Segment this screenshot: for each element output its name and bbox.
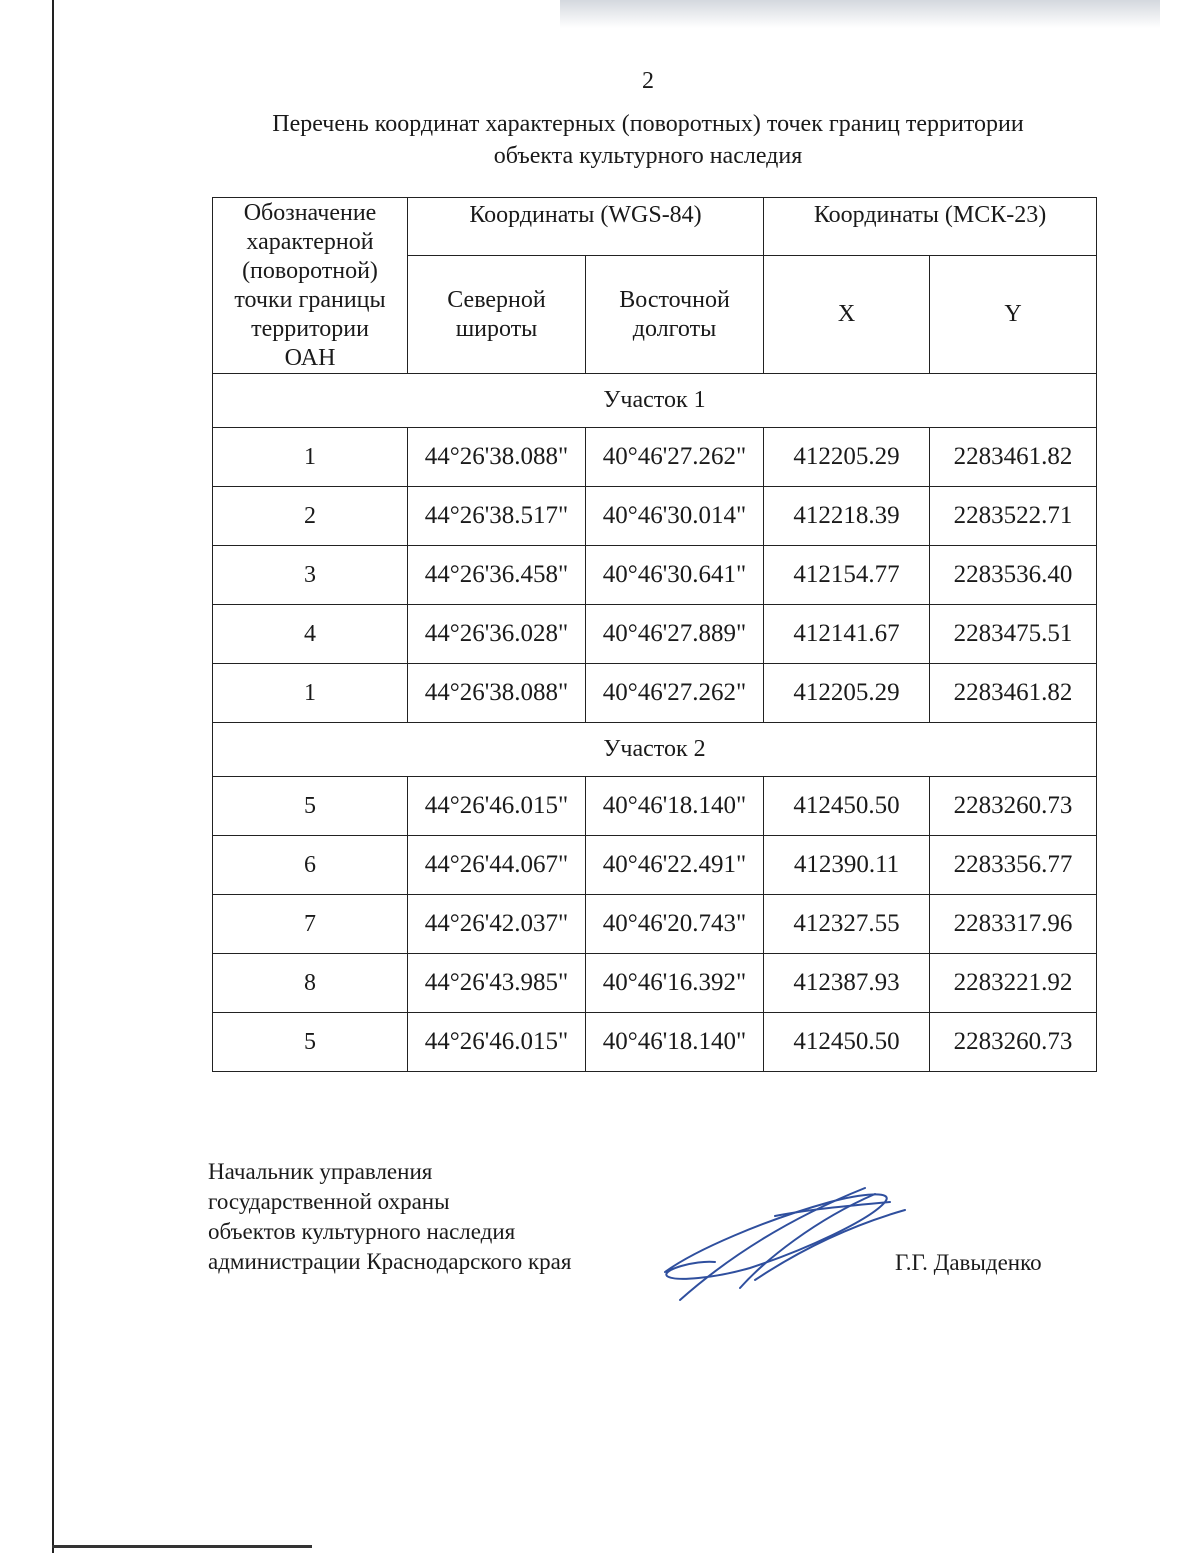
y-cell: 2283536.40 (930, 546, 1097, 605)
longitude-cell: 40°46'18.140" (586, 1013, 764, 1072)
latitude-cell: 44°26'43.985" (408, 954, 586, 1013)
latitude-cell: 44°26'46.015" (408, 1013, 586, 1072)
header-point-line: (поворотной) (242, 257, 378, 284)
y-cell: 2283475.51 (930, 605, 1097, 664)
point-cell: 3 (213, 546, 408, 605)
y-cell: 2283260.73 (930, 777, 1097, 836)
x-cell: 412205.29 (764, 428, 930, 487)
y-cell: 2283260.73 (930, 1013, 1097, 1072)
header-msk23: Координаты (МСК-23) (764, 198, 1097, 256)
header-point-line: территории (251, 315, 369, 342)
point-cell: 8 (213, 954, 408, 1013)
table-row (213, 546, 1097, 605)
header-wgs84: Координаты (WGS-84) (408, 198, 764, 256)
section-row (213, 374, 1097, 428)
header-longitude-line: Восточной (619, 286, 730, 313)
longitude-cell: 40°46'20.743" (586, 895, 764, 954)
header-point-line: точки границы (234, 286, 386, 313)
latitude-cell: 44°26'46.015" (408, 777, 586, 836)
longitude-cell: 40°46'30.014" (586, 487, 764, 546)
x-cell: 412205.29 (764, 664, 930, 723)
latitude-cell: 44°26'44.067" (408, 836, 586, 895)
header-longitude-line: долготы (632, 315, 717, 342)
page-number: 2 (642, 68, 654, 94)
table-header-row (213, 198, 1097, 256)
latitude-cell: 44°26'36.028" (408, 605, 586, 664)
point-cell: 2 (213, 487, 408, 546)
header-latitude (408, 256, 586, 374)
point-cell: 5 (213, 777, 408, 836)
header-point-line: ОАН (284, 344, 336, 371)
table-row (213, 954, 1097, 1013)
coordinates-table (212, 197, 1097, 1072)
latitude-cell: 44°26'42.037" (408, 895, 586, 954)
table-row (213, 664, 1097, 723)
x-cell: 412450.50 (764, 1013, 930, 1072)
section-row (213, 723, 1097, 777)
header-point-line: характерной (246, 228, 374, 255)
handwritten-signature (655, 1180, 915, 1310)
header-latitude-line: широты (455, 315, 538, 342)
x-cell: 412450.50 (764, 777, 930, 836)
header-longitude (586, 256, 764, 374)
y-cell: 2283221.92 (930, 954, 1097, 1013)
scan-edge-bottom (52, 1545, 312, 1548)
y-cell: 2283522.71 (930, 487, 1097, 546)
latitude-cell: 44°26'38.517" (408, 487, 586, 546)
y-cell: 2283461.82 (930, 664, 1097, 723)
signatory-position-line: Начальник управления (208, 1159, 433, 1184)
header-x: X (764, 256, 930, 374)
section-title: Участок 1 (213, 374, 1097, 428)
point-cell: 5 (213, 1013, 408, 1072)
header-point-line: Обозначение (243, 199, 377, 226)
signatory-position-line: администрации Краснодарского края (208, 1249, 572, 1274)
y-cell: 2283317.96 (930, 895, 1097, 954)
latitude-cell: 44°26'38.088" (408, 428, 586, 487)
point-cell: 7 (213, 895, 408, 954)
document-title (200, 108, 1096, 172)
latitude-cell: 44°26'36.458" (408, 546, 586, 605)
longitude-cell: 40°46'27.262" (586, 664, 764, 723)
longitude-cell: 40°46'18.140" (586, 777, 764, 836)
header-y: Y (930, 256, 1097, 374)
x-cell: 412218.39 (764, 487, 930, 546)
longitude-cell: 40°46'27.889" (586, 605, 764, 664)
point-cell: 4 (213, 605, 408, 664)
x-cell: 412141.67 (764, 605, 930, 664)
scan-edge-left (52, 0, 54, 1553)
table-row (213, 605, 1097, 664)
title-line-1: Перечень координат характерных (поворотных) точек границ территории (272, 111, 1024, 137)
table-row (213, 777, 1097, 836)
latitude-cell: 44°26'38.088" (408, 664, 586, 723)
y-cell: 2283461.82 (930, 428, 1097, 487)
table-row (213, 836, 1097, 895)
point-cell: 6 (213, 836, 408, 895)
x-cell: 412390.11 (764, 836, 930, 895)
table-row (213, 487, 1097, 546)
title-line-2: объекта культурного наследия (493, 143, 803, 169)
y-cell: 2283356.77 (930, 836, 1097, 895)
table-row (213, 1013, 1097, 1072)
table-row (213, 895, 1097, 954)
signatory-position (208, 1157, 571, 1277)
longitude-cell: 40°46'27.262" (586, 428, 764, 487)
x-cell: 412154.77 (764, 546, 930, 605)
longitude-cell: 40°46'16.392" (586, 954, 764, 1013)
header-point-designation (213, 198, 408, 374)
section-title: Участок 2 (213, 723, 1097, 777)
signatory-position-line: объектов культурного наследия (208, 1219, 516, 1244)
signatory-name: Г.Г. Давыденко (895, 1250, 1042, 1275)
x-cell: 412327.55 (764, 895, 930, 954)
scan-smudge (560, 0, 1160, 28)
longitude-cell: 40°46'22.491" (586, 836, 764, 895)
point-cell: 1 (213, 428, 408, 487)
longitude-cell: 40°46'30.641" (586, 546, 764, 605)
signatory-position-line: государственной охраны (208, 1189, 450, 1214)
header-latitude-line: Северной (447, 286, 546, 313)
table-row (213, 428, 1097, 487)
x-cell: 412387.93 (764, 954, 930, 1013)
point-cell: 1 (213, 664, 408, 723)
